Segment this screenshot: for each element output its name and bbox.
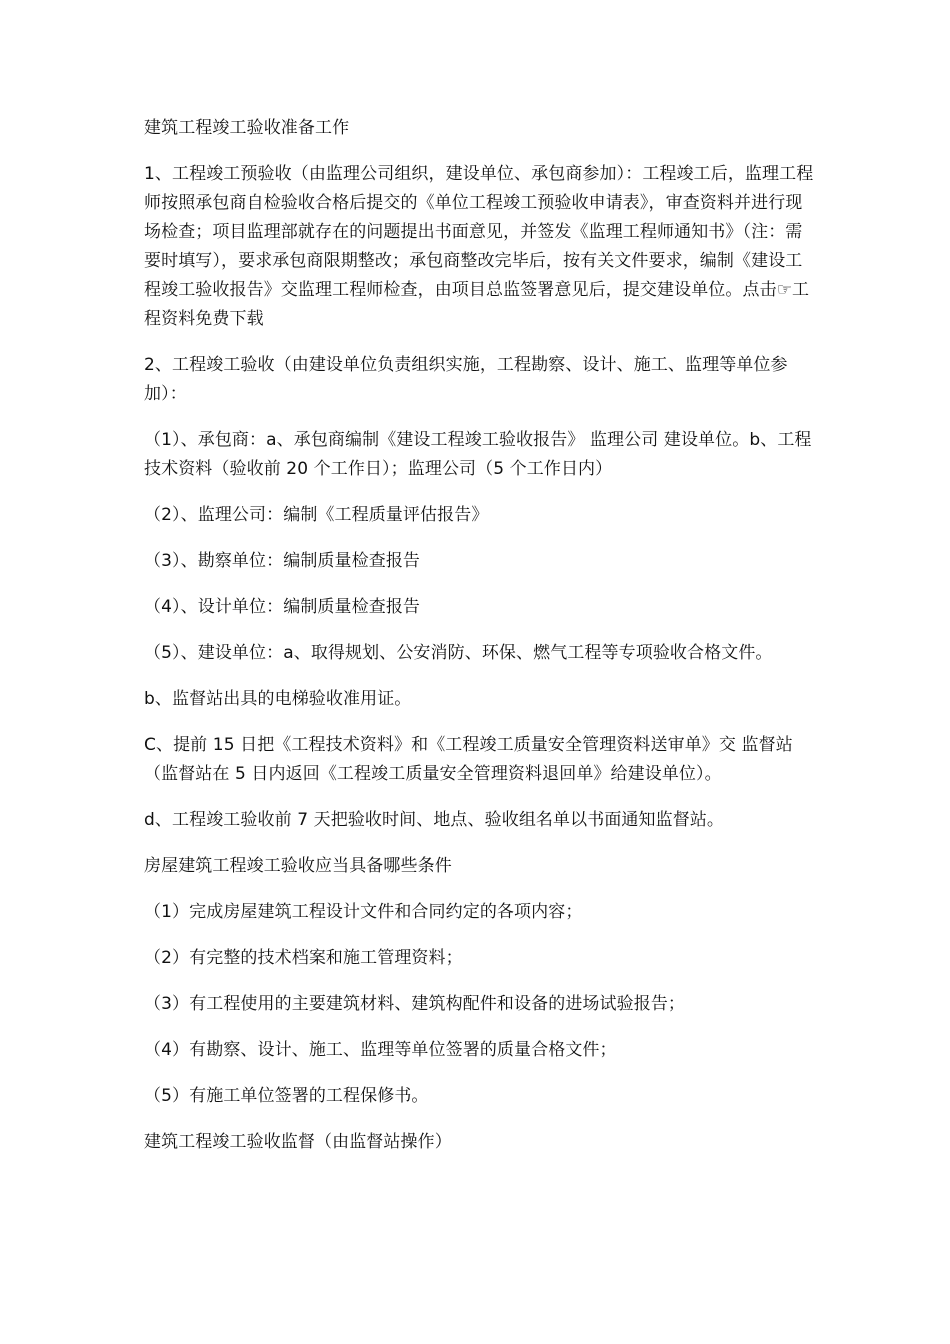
list-item-owner: （5）、建设单位：a、取得规划、公安消防、环保、燃气工程等专项验收合格文件。	[144, 643, 773, 663]
list-subitem-b: b、监督站出具的电梯验收准用证。	[144, 689, 412, 709]
condition-item-5: （5）有施工单位签署的工程保修书。	[144, 1086, 429, 1106]
list-subitem-c: C、提前 15 日把《工程技术资料》和《工程竣工质量安全管理资料送审单》交 监督站（监督站在 5 日内返回《工程竣工质量安全管理资料退回单》给建设单位）。	[144, 735, 793, 784]
condition-item-1: （1）完成房屋建筑工程设计文件和合同约定的各项内容；	[144, 902, 583, 922]
section-heading-conditions: 房屋建筑工程竣工验收应当具备哪些条件	[144, 856, 452, 876]
paragraph-pre-acceptance: 1、工程竣工预验收（由监理公司组织，建设单位、承包商参加）：工程竣工后，监理工程师按照承包商自检验收合格后提交的《单位工程竣工预验收申请表》，审查资料并进行现场检查；项目监理部就存在的问题提出书面意见，并签发《监理工程师通知书》（注：需要时填写），要求承包商限期整改；承包商整改完毕后，按有关文件要求，编制《建设工程竣工验收报告》交监理工程师检查，由项目总监签署意见后，提交建设单位。点击☞工程资料免费下载	[144, 164, 814, 329]
list-item-supervisor: （2）、监理公司：编制《工程质量评估报告》	[144, 505, 489, 525]
condition-item-3: （3）有工程使用的主要建筑材料、建筑构配件和设备的进场试验报告；	[144, 994, 686, 1014]
paragraph-acceptance: 2、工程竣工验收（由建设单位负责组织实施，工程勘察、设计、施工、监理等单位参加）：	[144, 355, 788, 404]
list-item-design: （4）、设计单位：编制质量检查报告	[144, 597, 421, 617]
list-subitem-d: d、工程竣工验收前 7 天把验收时间、地点、验收组名单以书面通知监督站。	[144, 810, 725, 830]
document-body	[144, 114, 814, 1174]
list-item-survey: （3）、勘察单位：编制质量检查报告	[144, 551, 421, 571]
condition-item-2: （2）有完整的技术档案和施工管理资料；	[144, 948, 463, 968]
condition-item-4: （4）有勘察、设计、施工、监理等单位签署的质量合格文件；	[144, 1040, 617, 1060]
list-item-contractor: （1）、承包商：a、承包商编制《建设工程竣工验收报告》 监理公司 建设单位。b、工程技术资料（验收前 20 个工作日）；监理公司（5 个工作日内）	[144, 430, 812, 479]
section-heading-prep: 建筑工程竣工验收准备工作	[144, 118, 350, 138]
section-heading-supervision: 建筑工程竣工验收监督（由监督站操作）	[144, 1132, 452, 1152]
